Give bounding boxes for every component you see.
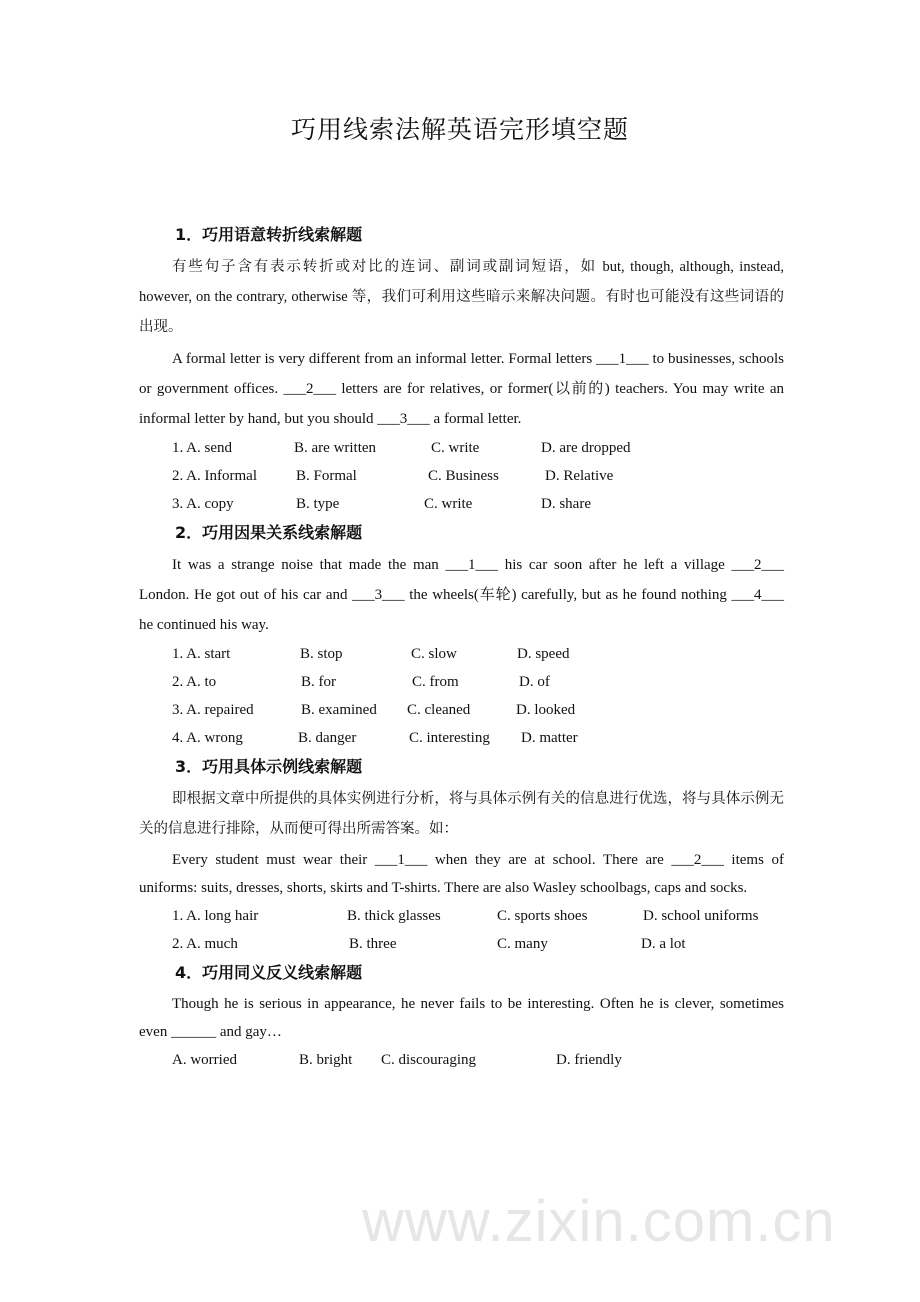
option: 4. A. wrong: [172, 730, 243, 746]
options-row: [139, 434, 784, 462]
option: 2. A. much: [172, 936, 238, 952]
option: B. are written: [294, 440, 377, 456]
option: C. from: [412, 674, 459, 690]
option: 3. A. copy: [172, 496, 234, 512]
option: A. worried: [172, 1052, 237, 1068]
passage: It was a strange noise that made the man ___1___ his car soon after he left a village ___2___ London. He got out of his car and ___3___ the wheels(车轮) carefully, but as he found nothing ___4___ he continued his way.: [139, 557, 784, 633]
option: C. slow: [411, 646, 457, 662]
document-title: 巧用线索法解英语完形填空题: [290, 115, 629, 144]
option: B. danger: [298, 730, 357, 746]
option: C. many: [497, 936, 548, 952]
options-row: [139, 490, 784, 518]
section-heading: 1．巧用语意转折线索解题: [175, 225, 363, 244]
section-heading: 4．巧用同义反义线索解题: [175, 963, 363, 982]
option: C. cleaned: [407, 702, 471, 718]
option: D. friendly: [556, 1052, 622, 1068]
option: B. type: [296, 496, 340, 512]
option: C. interesting: [409, 730, 490, 746]
options-row: [139, 696, 784, 724]
options-row: [139, 668, 784, 696]
option: D. of: [519, 674, 550, 690]
passage: A formal letter is very different from an informal letter. Formal letters ___1___ to businesses, schools or government offices. ___2___ letters are for relatives, or former(以前的) teachers. You may write an informal letter by hand, but you should ___3___ a formal letter.: [139, 351, 784, 427]
option: 1. A. send: [172, 440, 232, 456]
options-row: [139, 902, 784, 930]
option: D. speed: [517, 646, 570, 662]
options-row: [139, 724, 784, 752]
option: 2. A. Informal: [172, 468, 257, 484]
option: D. Relative: [545, 468, 614, 484]
option: C. write: [424, 496, 473, 512]
option: C. Business: [428, 468, 499, 484]
options-row: [139, 1046, 784, 1074]
option: C. discouraging: [381, 1052, 476, 1068]
option: C. write: [431, 440, 480, 456]
option: D. are dropped: [541, 440, 631, 456]
option: B. thick glasses: [347, 908, 441, 924]
option: B. for: [301, 674, 336, 690]
option: B. three: [349, 936, 397, 952]
option: B. bright: [299, 1052, 353, 1068]
option: C. sports shoes: [497, 908, 588, 924]
passage: Though he is serious in appearance, he never fails to be interesting. Often he is clever, sometimes even ______ and gay…: [139, 996, 784, 1040]
option: D. matter: [521, 730, 578, 746]
option: 1. A. start: [172, 646, 231, 662]
options-row: [139, 640, 784, 668]
option: D. looked: [516, 702, 576, 718]
options-row: [139, 462, 784, 490]
option: 3. A. repaired: [172, 702, 254, 718]
option: D. share: [541, 496, 591, 512]
section-intro: 即根据文章中所提供的具体实例进行分析，将与具体示例有关的信息进行优选，将与具体示例无关的信息进行排除，从而便可得出所需答案。如：: [139, 791, 784, 837]
option: B. stop: [300, 646, 343, 662]
option: D. a lot: [641, 936, 686, 952]
passage: Every student must wear their ___1___ when they are at school. There are ___2___ items of uniforms: suits, dresses, shorts, skirts and T-shirts. There are also Wasley schoolbags, caps and socks.: [139, 852, 784, 896]
section-heading: 3．巧用具体示例线索解题: [175, 757, 363, 776]
options-row: [139, 930, 784, 958]
section-intro: 有些句子含有表示转折或对比的连词、副词或副词短语，如 but, though, although, instead, however, on the contrary, otherwise 等，我们可利用这些暗示来解决问题。有时也可能没有这些词语的出现。: [139, 259, 784, 335]
option: B. examined: [301, 702, 377, 718]
option: 1. A. long hair: [172, 908, 259, 924]
option: 2. A. to: [172, 674, 217, 690]
option: B. Formal: [296, 468, 357, 484]
watermark: www.zixin.com.cn: [362, 1189, 836, 1254]
option: D. school uniforms: [643, 908, 759, 924]
section-heading: 2．巧用因果关系线索解题: [175, 523, 363, 542]
